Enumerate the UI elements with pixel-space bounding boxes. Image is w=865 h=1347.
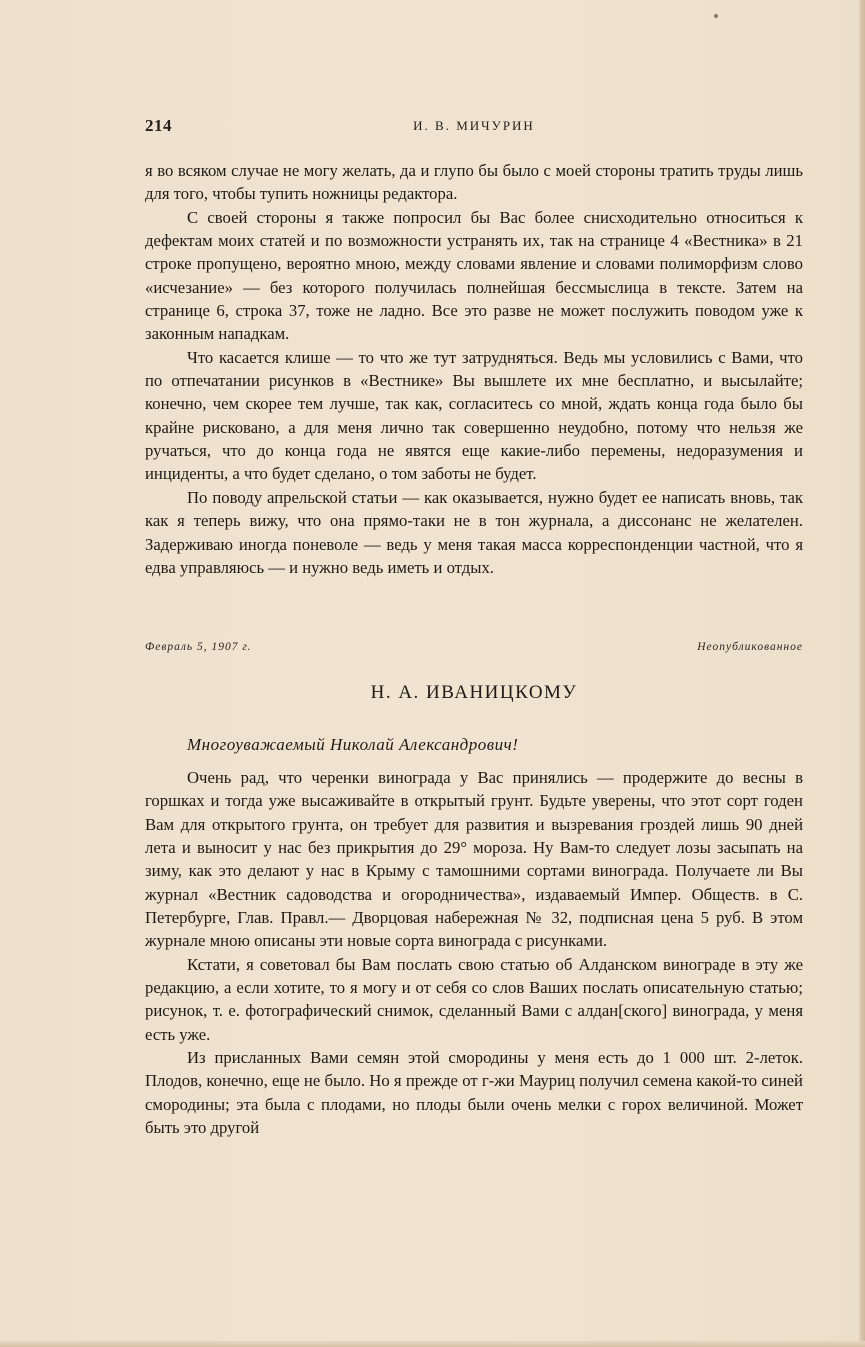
page-header [145,116,803,140]
letter2-body [145,766,803,1140]
letter2-title: Н. А. ИВАНИЦКОМУ [370,682,578,703]
print-speck [714,14,718,18]
running-head: И. В. МИЧУРИН [413,118,535,133]
page-edge-bottom [0,1341,865,1347]
letter1-date: Февраль 5, 1907 г. [145,641,252,653]
letter2-paragraph-1: Очень рад, что черенки винограда у Вас принялись — продержите до весны в горшках и тогда уже высаживайте в открытый грунт. Будьте уверены, что этот сорт годен Вам для открытого грунта, он требует для развития и вызревания гроздей лишь 90 дней лета и выносит у нас без прикрытия до 29° мороза. Ну Вам-то следует лозы засыпать на зиму, как это делают у нас в Крыму с тамошними сортами винограда. Получаете ли Вы журнал «Вестник садоводства и огородничества», издаваемый Импер. Обществ. в С. Петербурге, Глав. Правл.— Дворцовая набережная № 32, подписная цена 5 руб. В этом журнале мною описаны эти новые сорта винограда с рисунками. [145,768,803,951]
letter1-paragraph-1: я во всяком случае не могу желать, да и глупо бы было с моей стороны тратить труды лишь для того, чтобы тупить ножницы редактора. [145,161,803,204]
letter2-paragraph-3: Из присланных Вами семян этой смородины у меня есть до 1 000 шт. 2-леток. Плодов, конечно, еще не было. Но я прежде от г-жи Мауриц получил семена какой-то синей смородины; эта была с плодами, но плоды были очень мелки с горох величиной. Может быть это другой [145,1048,803,1138]
page-number: 214 [145,116,172,135]
letter1-status: Неопубликованное [697,641,803,653]
letter1-body [145,159,803,579]
letter2-salutation: Многоуважаемый Николай Александрович! [187,735,519,754]
page-edge-right [859,0,865,1347]
letter1-signature-line [145,641,803,659]
letter1-paragraph-2: С своей стороны я также попросил бы Вас более снисходительно относиться к дефектам моих статей и по возможности устранять их, так на странице 4 «Вестника» в 21 строке пропущено, вероятно мною, между словами явление и словами полиморфизм слово «исчезание» — без которого получилась полнейшая бессмыслица в тексте. Затем на странице 6, строка 37, тоже не ладно. Все это разве не может послужить поводом уже к законным нападкам. [145,207,803,344]
letter1-paragraph-4: По поводу апрельской статьи — как оказывается, нужно будет ее написать вновь, так как я теперь вижу, что она прямо-таки не в тон журнала, а диссонанс не желателен. Задерживаю иногда поневоле — ведь у меня такая масса корреспонденции частной, что я едва управляюсь — и нужно ведь иметь и отдых. [145,487,803,577]
letter1-paragraph-3: Что касается клише — то что же тут затрудняться. Ведь мы условились с Вами, что по отпечатании рисунков в «Вестнике» Вы вышлете их мне бесплатно, и высылайте; конечно, чем скорее тем лучше, так как, согласитесь со мной, ждать конца года было бы крайне рисковано, а для меня лично так совершенно неудобно, потому что нельзя же ручаться, что до конца года не явятся еще какие-либо перемены, недоразумения и инциденты, а что будет сделано, о том заботы не будет. [145,347,803,484]
letter2-paragraph-2: Кстати, я советовал бы Вам послать свою статью об Алданском винограде в эту же редакцию, а если хотите, то я могу и от себя со слов Ваших послать описательную статью; рисунок, т. е. фотографический снимок, сделанный Вами с алдан[ского] винограда, у меня есть уже. [145,954,803,1044]
